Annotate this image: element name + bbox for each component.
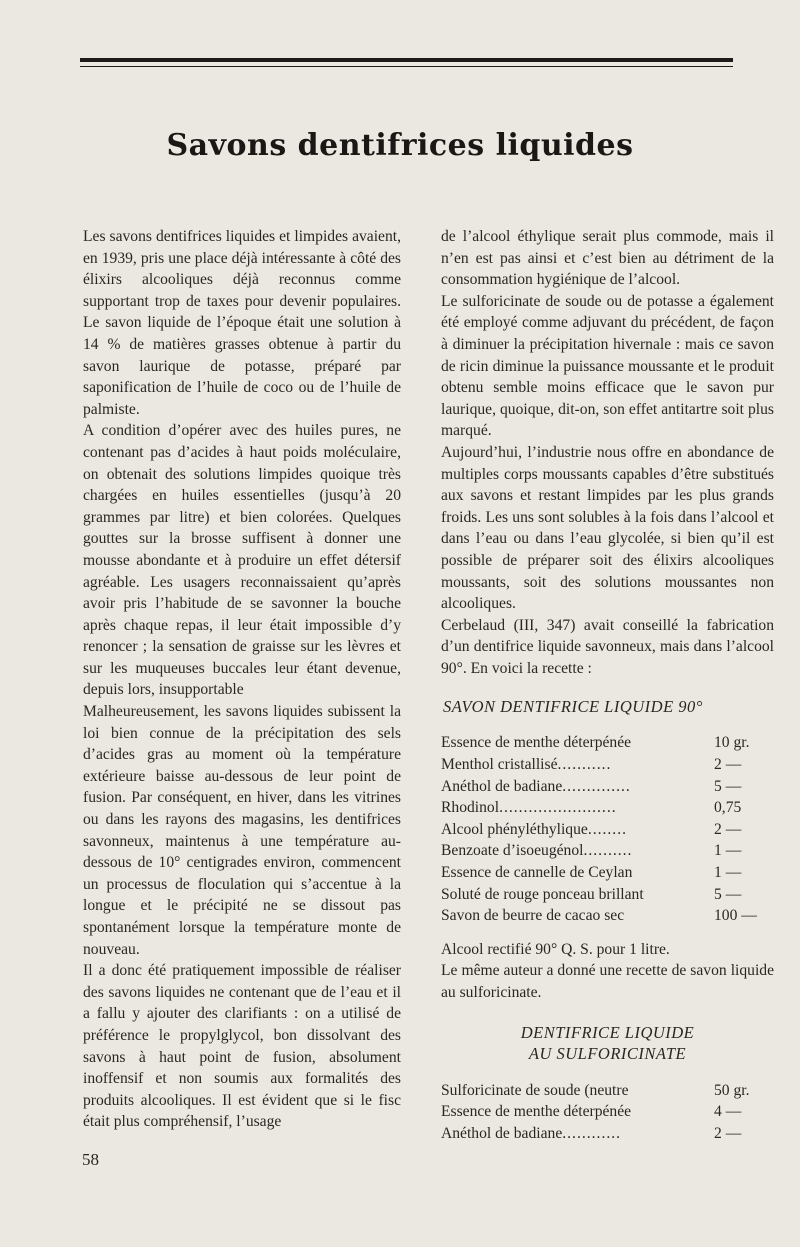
- ingredient-name: Benzoate d’isoeugénol: [441, 842, 584, 860]
- paragraph: de l’alcool éthylique serait plus commode, mais il n’en est pas ainsi et c’est bien au détriment de la consommation hygiénique de l’alcool.: [441, 228, 774, 289]
- leader-dots: ........: [587, 820, 627, 838]
- top-rule-thin: [80, 66, 733, 67]
- recipe-row: [441, 862, 774, 884]
- leader-dots: ............: [562, 1124, 622, 1142]
- ingredient-name: Anéthol de badiane: [441, 1124, 563, 1142]
- paragraph: Malheureusement, les savons liquides subissent la loi bien connue de la précipitation des sels d’acides gras au moment où la température extérieure baisse au-dessous de leur point de fusion. Par conséquent, en hiver, dans les vitrines ou dans les rayons des magasins, les dentifrices savonneux, maintenus à une température au-dessous de 10° centigrades environ, commencent un processus de floculation qui s’accentue à la longue et le précipité ne se dissout pas spontanément lorsque la température monte de nouveau.: [83, 703, 401, 958]
- recipe-heading-line: AU SULFORICINATE: [528, 1043, 687, 1063]
- recipe-heading-line: DENTIFRICE LIQUIDE: [520, 1022, 695, 1042]
- ingredient-name: Essence de cannelle de Ceylan: [441, 864, 633, 882]
- top-rule-thick: [80, 58, 733, 62]
- recipe-row: [441, 797, 774, 819]
- recipe-heading: SAVON DENTIFRICE LIQUIDE 90°: [443, 697, 703, 717]
- ingredient-quantity: 100 —: [714, 907, 757, 925]
- left-column: [83, 226, 401, 1133]
- ingredient-name: Alcool phényléthylique: [441, 820, 588, 838]
- recipe-row: [441, 1080, 774, 1102]
- paragraph: A condition d’opérer avec des huiles pures, ne contenant pas d’acides à haut poids moléculaire, on obtenait des solutions limpides quoique très chargées en huiles essentielles (jusqu’à 20 grammes par litre) et bien colorées. Quelques gouttes sur la brosse suffisent à donner une mousse abondante et à produire un effet détersif agréable. Les usagers reconnaissaient qu’après avoir pris l’habitude de se savonner la bouche après chaque repas, il leur était impossible d’y renoncer ; la sensation de graisse sur les lèvres et sur les muqueuses buccales leur étant devenue, depuis lors, insupportable: [83, 422, 401, 699]
- right-column: [441, 226, 781, 1144]
- recipe-row: [441, 884, 774, 906]
- recipe-row: [441, 776, 774, 798]
- paragraph: Il a donc été pratiquement impossible de réaliser des savons liquides ne contenant que de l’eau et il a fallu y ajouter des clarifiants : on a utilisé de préférence le propylglycol, bon dissolvant des savons à haut point de fusion, absolument inoffensif et non soumis aux formalités des produits alcooliques. Il est évident que si le fisc était plus compréhensif, l’usage: [83, 962, 401, 1131]
- ingredient-name: Rhodinol: [441, 799, 500, 817]
- recipe-row: [441, 1123, 774, 1145]
- ingredient-quantity: 2 —: [714, 756, 742, 774]
- ingredient-name: Anéthol de badiane: [441, 777, 563, 795]
- leader-dots: ..............: [562, 777, 631, 795]
- leader-dots: ..........: [583, 842, 633, 860]
- paragraph: Alcool rectifié 90° Q. S. pour 1 litre.: [441, 940, 670, 958]
- ingredient-quantity: 0,75: [714, 799, 742, 817]
- paragraph: Aujourd’hui, l’industrie nous offre en abondance de multiples corps moussants capables d’être substitués aux savons et restant limpides par les plus grands froids. Les uns sont solubles à la fois dans l’alcool et dans l’eau ou dans l’eau glycolée, si bien qu’il est possible de préparer soit des élixirs alcooliques moussants, soit des solutions moussantes non alcooliques.: [441, 443, 774, 613]
- recipe-heading: [441, 1022, 774, 1064]
- leader-dots: ...........: [557, 756, 612, 774]
- spacer: [441, 927, 781, 939]
- ingredient-name: Menthol cristallisé: [441, 756, 558, 774]
- ingredient-quantity: 1 —: [714, 842, 742, 860]
- ingredient-quantity: 10 gr.: [714, 734, 750, 752]
- leader-dots: ........................: [499, 799, 617, 817]
- ingredient-quantity: 1 —: [714, 864, 742, 882]
- recipe-row: [441, 1101, 774, 1123]
- ingredient-quantity: 2 —: [714, 820, 742, 838]
- ingredient-name: Essence de menthe déterpénée: [441, 734, 632, 752]
- recipe-row: [441, 819, 774, 841]
- ingredient-quantity: 5 —: [714, 885, 742, 903]
- recipe-row: [441, 754, 774, 776]
- ingredient-quantity: 5 —: [714, 777, 742, 795]
- ingredient-quantity: 4 —: [714, 1103, 742, 1121]
- recipe-row: [441, 905, 774, 927]
- page-number: 58: [82, 1150, 99, 1169]
- paragraph: Cerbelaud (III, 347) avait conseillé la fabrication d’un dentifrice liquide savonneux, mais dans l’alcool 90°. En voici la recette :: [441, 616, 774, 677]
- page-title: Savons dentifrices liquides: [166, 128, 634, 163]
- ingredient-quantity: 2 —: [714, 1124, 742, 1142]
- paragraph: Le même auteur a donné une recette de savon liquide au sulforicinate.: [441, 962, 774, 1001]
- recipe-list: [441, 1080, 781, 1145]
- ingredient-quantity: 50 gr.: [714, 1081, 750, 1099]
- recipe-row: [441, 840, 774, 862]
- paragraph: Les savons dentifrices liquides et limpides avaient, en 1939, pris une place déjà intéressante à côté des élixirs alcooliques déjà reconnus comme supportant trop de taxes pour devenir populaires. Le savon liquide de l’époque était une solution à 14 % de matières grasses obtenue à partir du savon laurique de potasse, préparé par saponification de l’huile de coco ou de l’huile de palmiste.: [83, 228, 401, 418]
- ingredient-name: Savon de beurre de cacao sec: [441, 907, 625, 925]
- ingredient-name: Sulforicinate de soude (neutre: [441, 1081, 629, 1099]
- ingredient-name: Essence de menthe déterpénée: [441, 1103, 632, 1121]
- recipe-row: [441, 732, 774, 754]
- ingredient-name: Soluté de rouge ponceau brillant: [441, 885, 644, 903]
- recipe-list: [441, 732, 781, 926]
- paragraph: Le sulforicinate de soude ou de potasse a également été employé comme adjuvant du précédent, de façon à diminuer la précipitation hivernale : mais ce savon de ricin diminue la puissance moussante et le produit obtenu semble moins efficace que le savon pur laurique, quoique, dit-on, son effet antitartre soit plus marqué.: [441, 292, 774, 440]
